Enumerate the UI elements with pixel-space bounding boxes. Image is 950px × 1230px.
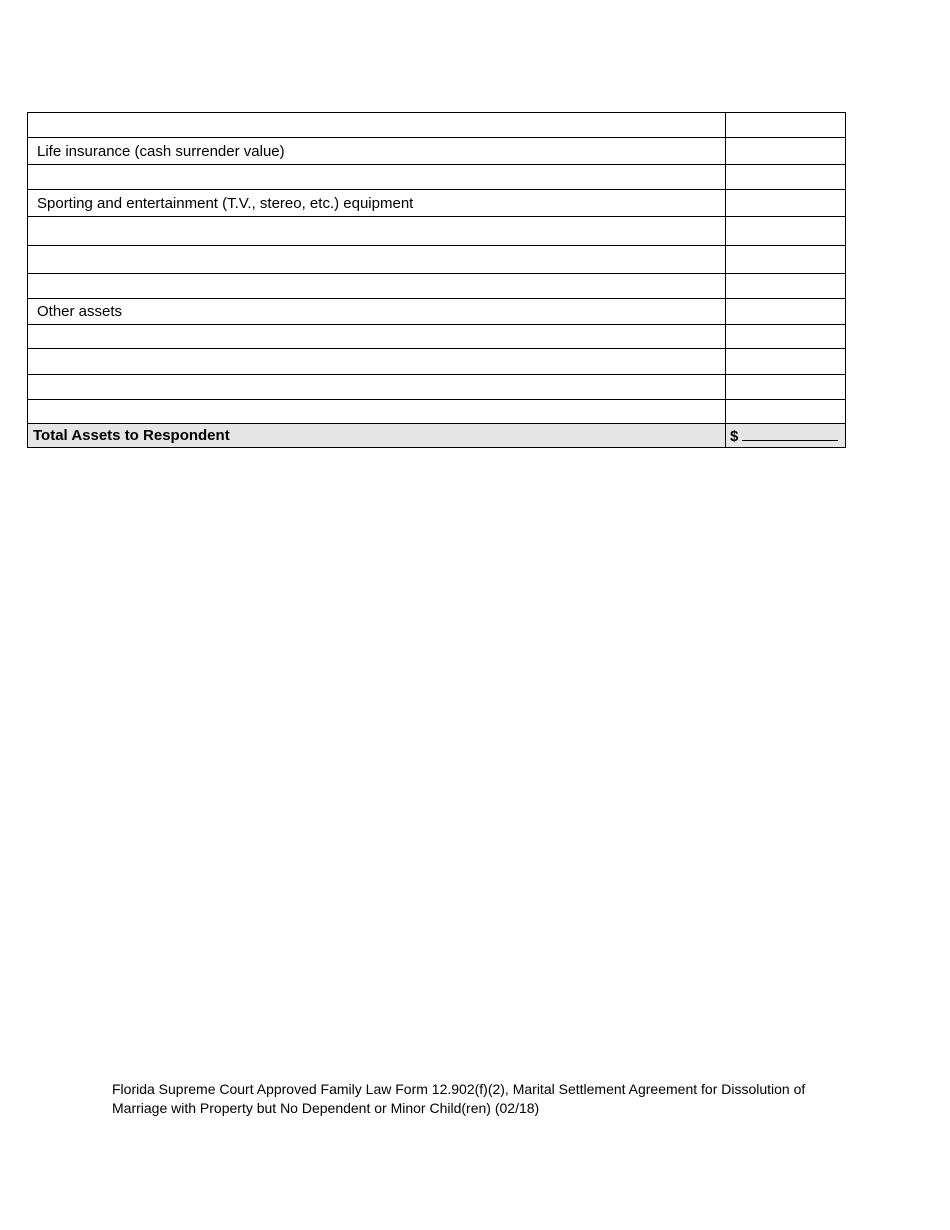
asset-description-cell <box>28 246 726 274</box>
asset-description-cell <box>28 400 726 424</box>
asset-description-cell <box>28 165 726 190</box>
table-row <box>28 113 846 138</box>
currency-symbol: $ <box>730 427 739 445</box>
asset-description-cell <box>28 113 726 138</box>
assets-table <box>27 112 846 448</box>
asset-description-cell: Life insurance (cash surrender value) <box>28 138 726 165</box>
asset-description-cell <box>28 325 726 349</box>
asset-description-cell <box>28 274 726 299</box>
asset-description-cell: Sporting and entertainment (T.V., stereo, etc.) equipment <box>28 190 726 217</box>
asset-value-cell[interactable] <box>726 246 846 274</box>
asset-value-cell[interactable] <box>726 165 846 190</box>
total-row <box>28 424 846 448</box>
table-row <box>28 400 846 424</box>
asset-value-cell[interactable] <box>726 217 846 246</box>
asset-value-cell[interactable] <box>726 375 846 400</box>
asset-value-cell[interactable] <box>726 113 846 138</box>
table-row <box>28 375 846 400</box>
table-row <box>28 217 846 246</box>
asset-value-cell[interactable] <box>726 190 846 217</box>
asset-description-cell <box>28 217 726 246</box>
table-row <box>28 165 846 190</box>
asset-description-cell <box>28 375 726 400</box>
form-footer <box>112 1080 832 1118</box>
total-assets-value-cell[interactable] <box>726 424 846 448</box>
table-row <box>28 190 846 217</box>
asset-description-cell <box>28 349 726 375</box>
asset-value-cell[interactable] <box>726 349 846 375</box>
total-amount-blank[interactable] <box>742 427 838 441</box>
footer-line-2: Marriage with Property but No Dependent or Minor Child(ren) (02/18) <box>112 1100 540 1116</box>
table-row <box>28 274 846 299</box>
table-row <box>28 138 846 165</box>
table-row <box>28 325 846 349</box>
table-row <box>28 349 846 375</box>
asset-value-cell[interactable] <box>726 274 846 299</box>
footer-line-1: Florida Supreme Court Approved Family Law Form 12.902(f)(2), Marital Settlement Agreement for Dissolution of <box>112 1081 806 1097</box>
asset-value-cell[interactable] <box>726 138 846 165</box>
table-row <box>28 246 846 274</box>
asset-value-cell[interactable] <box>726 299 846 325</box>
asset-value-cell[interactable] <box>726 400 846 424</box>
asset-description-cell: Other assets <box>28 299 726 325</box>
total-assets-label: Total Assets to Respondent <box>28 424 726 448</box>
asset-value-cell[interactable] <box>726 325 846 349</box>
table-row <box>28 299 846 325</box>
